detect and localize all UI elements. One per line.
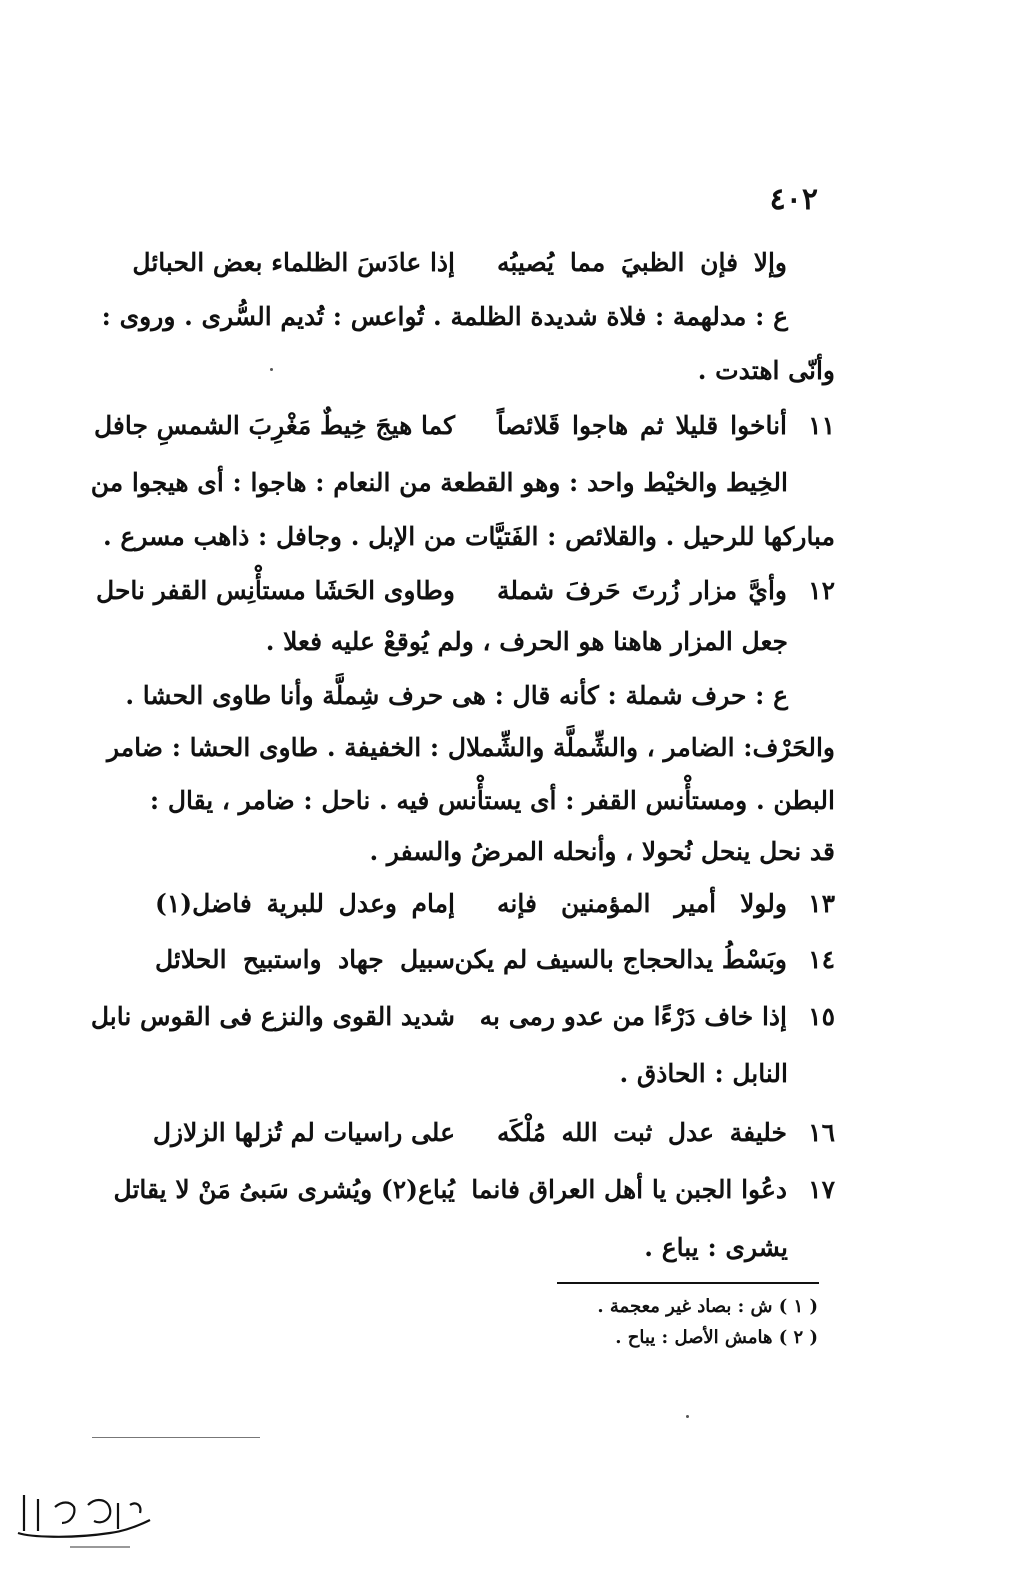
verse-first-hemistich: إذا خاف دَرْءًا من عدو رمى به [479,1002,787,1031]
verse-second-hemistich: سبيل جهاد واستبيح الحلائل [155,945,455,974]
footnote: ( ١ ) ش : بصاد غير معجمة . [597,1296,818,1317]
verse-second-hemistich: يُباع(٢) ويُشرى سَبىُ مَنْ لا يقاتل [113,1175,455,1204]
commentary-line: قد نحل ينحل نُحولا ، وأنحله المرضُ والسفر . [369,837,835,866]
verse-number: ١٢ [808,576,835,605]
commentary-line: البطن . ومستأْنس القفر : أى يستأْنس فيه . ناحل : ضامر ، يقال : [149,786,835,815]
commentary-line: يشرى : يباع . [644,1233,788,1262]
scan-speck [270,368,273,371]
verse-line [155,884,835,924]
verse-first-hemistich: وإلا فإن الظبيَ مما يُصيبُه [497,248,787,277]
verse-number: ١٦ [808,1118,835,1147]
bottom-separator [92,1437,260,1438]
verse-second-hemistich: كما هيجَ خِيطٌ مَغْرِبَ الشمسِ جافل [93,411,455,440]
commentary-line: وأنّى اهتدت . [697,356,835,385]
verse-first-hemistich: دعُوا الجبن يا أهل العراق فانما [471,1175,787,1204]
footnote-rule [557,1282,819,1284]
verse-line [132,243,835,283]
verse-first-hemistich: وبَسْطُ يدالحجاج بالسيف لم يكن [454,945,787,974]
scan-speck [686,1415,689,1418]
footnote: ( ٢ ) هامش الأصل : يباح . [615,1327,818,1348]
verse-first-hemistich: وأيَّ مزار زُرتَ حَرفَ شملة [497,576,787,605]
logo-graphic [10,1475,160,1565]
commentary-line: جعل المزار هاهنا هو الحرف ، ولم يُوقعْ عليه فعلا . [265,627,788,656]
commentary-line: الخِيط والخيْط واحد : وهو القطعة من النعام : هاجوا : أى هيجوا من [90,468,788,497]
commentary-line: ع : مدلهمة : فلاة شديدة الظلمة . تُواعس : تُديم السُّرى . وروى : [101,302,788,331]
commentary-line: مباركها للرحيل . والقلائص : الفَتيَّات من الإبل . وجافل : ذاهب مسرع . [103,522,835,551]
verse-number: ١٤ [808,945,835,974]
page-number: ٤٠٢ [769,182,818,217]
verse-line [152,1113,835,1153]
verse-line [96,571,835,611]
verse-second-hemistich: وطاوى الحَشَا مستأْنِس القفر ناحل [96,576,455,605]
verse-first-hemistich: أناخوا قليلا ثم هاجوا قَلائصاً [497,411,787,440]
verse-second-hemistich: إذا عادَسَ الظلماء بعض الحبائل [132,248,455,277]
library-logo [10,1475,160,1569]
verse-number: ١٥ [808,1002,835,1031]
verse-first-hemistich: ولولا أمير المؤمنين فإنه [497,889,787,918]
verse-first-hemistich: خليفة عدل ثبت الله مُلْكَه [497,1118,787,1147]
verse-line [155,940,835,980]
verse-number: ١٧ [808,1175,835,1204]
verse-second-hemistich: إمام وعدل للبرية فاضل(١) [155,889,455,918]
verse-number: ١٣ [808,889,835,918]
verse-line [90,997,835,1037]
commentary-line: والحَرْف: الضامر ، والشِّملَّة والشِّملال : الخفيفة . طاوى الحشا : ضامر [106,733,835,762]
verse-line [93,406,835,446]
commentary-line: النابل : الحاذق . [619,1059,788,1088]
verse-number: ١١ [808,411,835,440]
commentary-line: ع : حرف شملة : كأنه قال : هى حرف شِملَّة وأنا طاوى الحشا . [125,681,788,710]
verse-second-hemistich: شديد القوى والنزع فى القوس نابل [90,1002,455,1031]
verse-second-hemistich: على راسيات لم تُزلها الزلازل [152,1118,455,1147]
verse-line [113,1170,835,1210]
